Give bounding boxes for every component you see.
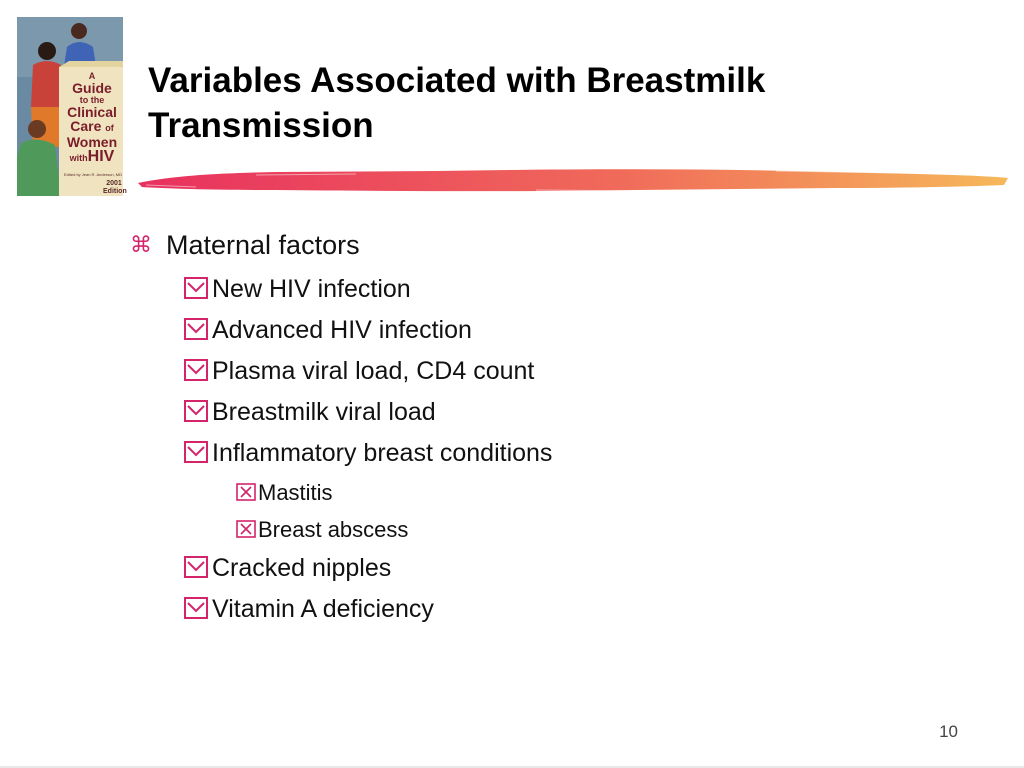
checkbox-check-bullet-icon xyxy=(184,400,208,422)
bullet-text: Inflammatory breast conditions xyxy=(212,439,553,467)
bullet-text: New HIV infection xyxy=(212,275,411,303)
book-cover-image xyxy=(17,17,127,196)
checkbox-check-bullet-icon xyxy=(184,277,208,299)
checkbox-check-bullet-icon xyxy=(184,359,208,381)
cover-edition-year: 2001 xyxy=(106,180,122,187)
bullet-text: Mastitis xyxy=(258,480,333,505)
cover-title-with: with xyxy=(69,153,88,163)
cover-title xyxy=(61,71,123,165)
cover-editor: Edited by Jean R. Anderson, MD xyxy=(63,172,123,177)
checkbox-check-bullet-icon xyxy=(184,318,208,340)
cover-edition xyxy=(103,180,125,196)
cover-edition-label: Edition xyxy=(103,188,127,195)
checkbox-check-bullet-icon xyxy=(184,597,208,619)
bullet-text: Advanced HIV infection xyxy=(212,316,472,344)
bullet-text: Vitamin A deficiency xyxy=(212,595,434,623)
cover-title-care-word: Care xyxy=(70,118,102,134)
bullet-advanced-hiv xyxy=(184,316,472,345)
bullet-vitamin-a xyxy=(184,595,434,624)
bullet-breast-abscess xyxy=(236,517,408,543)
cover-title-clinical: Clinical xyxy=(67,104,117,120)
cover-title-withhiv xyxy=(61,149,123,165)
cover-title-women: Women xyxy=(66,134,118,150)
bullet-text: Maternal factors xyxy=(166,230,360,260)
bullet-cracked-nipples xyxy=(184,554,391,583)
bullet-inflammatory xyxy=(184,439,552,468)
bullet-mastitis xyxy=(236,480,333,506)
page-number: 10 xyxy=(939,722,958,741)
bullet-plasma-viral-load xyxy=(184,357,534,386)
bullet-breastmilk-viral-load xyxy=(184,398,436,427)
cover-title-hiv: HIV xyxy=(87,148,115,165)
cover-title-of: of xyxy=(105,123,114,133)
checkbox-check-bullet-icon xyxy=(184,556,208,578)
checkbox-x-bullet-icon xyxy=(236,483,256,501)
bullet-text: Breastmilk viral load xyxy=(212,398,436,426)
checkbox-check-bullet-icon xyxy=(184,441,208,463)
cover-title-guide: Guide xyxy=(72,80,112,96)
bullet-maternal-factors xyxy=(130,230,360,261)
brush-stroke-divider xyxy=(136,163,1012,199)
checkbox-x-bullet-icon xyxy=(236,520,256,538)
bullet-text: Breast abscess xyxy=(258,517,409,542)
bullet-new-hiv xyxy=(184,275,411,304)
bullet-text: Plasma viral load, CD4 count xyxy=(212,357,535,385)
command-key-bullet-icon: ⌘ xyxy=(130,232,152,257)
slide-title: Variables Associated with Breastmilk Transmission xyxy=(148,61,766,145)
cover-title-care xyxy=(61,119,123,135)
cover-title-a: A xyxy=(88,71,96,81)
cover-title-tothe: to the xyxy=(79,95,105,105)
bullet-text: Cracked nipples xyxy=(212,554,392,582)
